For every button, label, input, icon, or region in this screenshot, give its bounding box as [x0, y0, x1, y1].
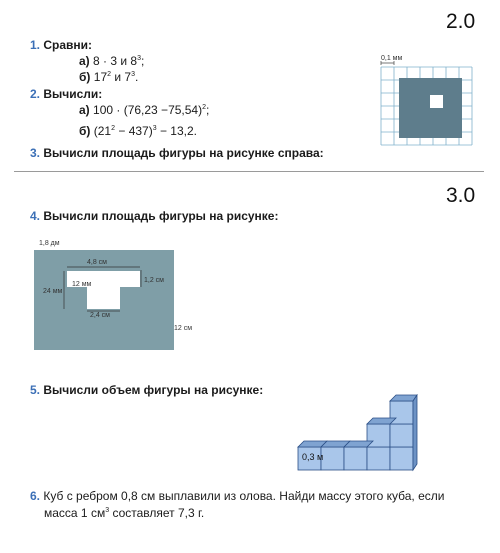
task-6-line2 — [44, 506, 204, 520]
task-6-line2-pre: масса 1 см — [44, 506, 106, 520]
task-2b-label: б) — [79, 124, 91, 138]
task-1a-sup: 3 — [137, 55, 141, 62]
task-5-heading — [30, 383, 263, 397]
task-1-title: Сравни: — [43, 38, 93, 52]
section-divider — [14, 171, 484, 172]
task-2b-text: (21 — [93, 124, 112, 138]
task-1b-tail: . — [134, 70, 139, 84]
fig4-inner-label: 12 мм — [72, 281, 92, 288]
fig4-left-label: 24 мм — [43, 288, 63, 295]
task-1-heading — [30, 38, 92, 52]
task-2b-mid: − 437) — [115, 124, 153, 138]
fig4-bottom-label: 2,4 см — [90, 312, 110, 319]
cube-edge-label: 0,3 м — [302, 452, 324, 462]
task-2b-sup: 2 — [111, 125, 116, 132]
task-2b-tail: − 13,2. — [156, 124, 197, 138]
task-4-heading — [30, 209, 278, 223]
task-1b-label: б) — [79, 70, 91, 84]
task-2-number: 2. — [30, 87, 41, 101]
task-4-title: Вычисли площадь фигуры на рисунке: — [43, 209, 279, 223]
task-5-title: Вычисли объем фигуры на рисунке: — [43, 383, 264, 397]
task-2-heading — [30, 87, 102, 101]
task-1b-sup2: 3 — [131, 71, 135, 78]
fig4-right-label: 1,2 см — [144, 277, 164, 284]
grid-unit-label: 0,1 мм — [381, 55, 403, 62]
task-6-line1: Куб с ребром 0,8 см выплавили из олова. Найди массу этого куба, если — [43, 489, 445, 503]
level-2-label: 2.0 — [446, 10, 476, 33]
task-5-number: 5. — [30, 383, 41, 397]
task-3-heading — [30, 146, 324, 160]
grid-shape-hole — [430, 95, 443, 108]
task-2a-sup: 2 — [202, 104, 206, 111]
task-3-number: 3. — [30, 146, 41, 160]
fig4-corner-label: 1,8 дм — [39, 240, 60, 247]
task-2a-text: 100 · (76,23 −75,54) — [93, 103, 203, 117]
task-1b-text: 17 — [93, 70, 108, 84]
task-2b-sup2: 3 — [152, 125, 157, 132]
task-6 — [30, 489, 490, 503]
cube-sides — [413, 395, 417, 470]
task-1b-mid: и 7 — [111, 70, 132, 84]
task-2-title: Вычисли: — [43, 87, 103, 101]
task-2a — [79, 103, 209, 117]
task-1a-tail: ; — [140, 54, 145, 68]
task-1-number: 1. — [30, 38, 41, 52]
task-1a-label: а) — [79, 54, 90, 68]
task-6-line2-post: составляет 7,3 г. — [109, 506, 205, 520]
task-2a-tail: ; — [206, 103, 210, 117]
task-2a-label: а) — [79, 103, 90, 117]
grid-figure — [378, 60, 478, 150]
task-6-line2-sup: 3 — [105, 507, 110, 514]
task-3-title: Вычисли площадь фигуры на рисунке справа: — [43, 146, 324, 160]
task-1b — [79, 70, 138, 84]
fig4-top-label: 4,8 см — [87, 259, 107, 266]
fig4-height-label: 12 см — [174, 325, 193, 332]
task-4-number: 4. — [30, 209, 41, 223]
task-1b-sup: 2 — [107, 71, 112, 78]
task-1a — [79, 54, 144, 68]
task-2b — [79, 124, 197, 138]
task-6-number: 6. — [30, 489, 41, 503]
level-3-label: 3.0 — [446, 184, 476, 207]
task-1a-text: 8 · 3 и 8 — [93, 54, 138, 68]
